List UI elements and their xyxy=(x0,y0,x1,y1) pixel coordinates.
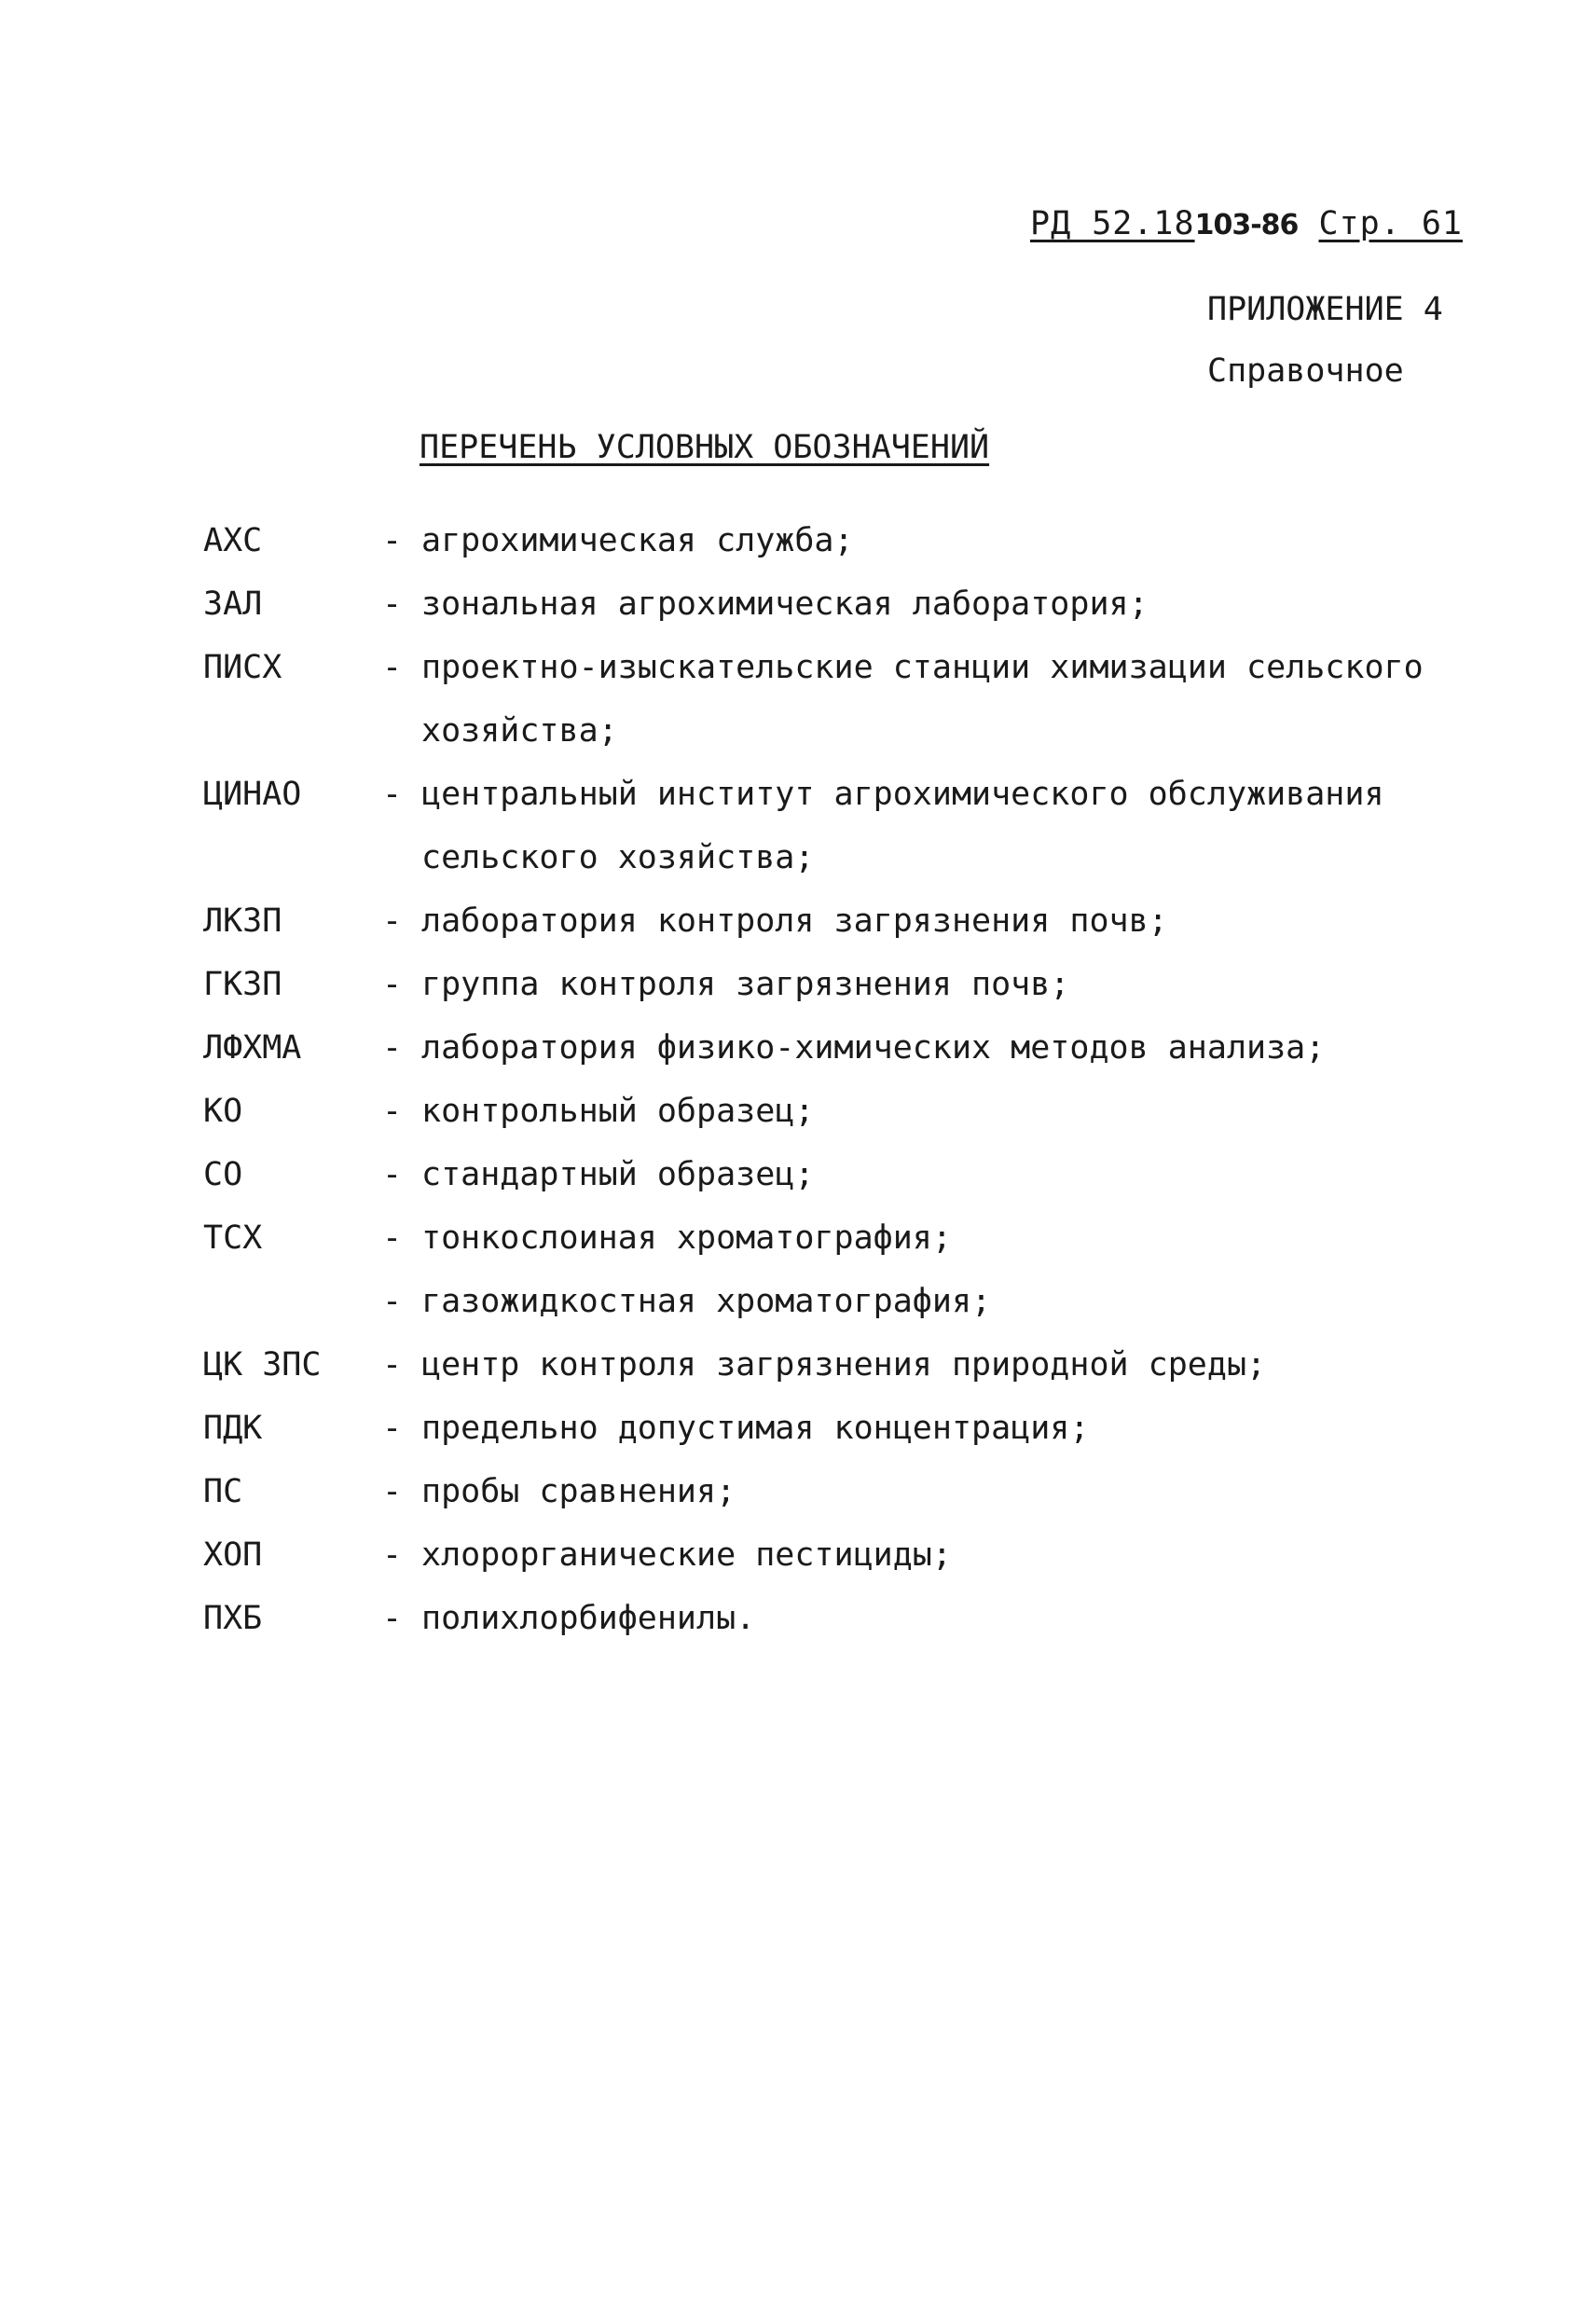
abbreviation: ЛФХМА xyxy=(203,1029,302,1067)
document-code-handwritten: 103-86 xyxy=(1194,209,1299,241)
abbreviation: ПИСХ xyxy=(203,649,282,686)
page-title: ПЕРЕЧЕНЬ УСЛОВНЫХ ОБОЗНАЧЕНИЙ xyxy=(420,429,990,466)
dash-separator: - xyxy=(382,522,403,559)
abbreviation: ПДК xyxy=(203,1410,263,1447)
abbreviation-definition: контрольный образец; xyxy=(421,1093,815,1130)
abbreviation: ЗАЛ xyxy=(203,585,263,623)
dash-separator: - xyxy=(382,1219,403,1257)
document-reference xyxy=(1030,205,1463,242)
document-code: РД 52.18 xyxy=(1030,205,1195,242)
list-item xyxy=(203,1600,1508,1663)
list-item xyxy=(203,585,1508,649)
dash-separator: - xyxy=(382,776,403,813)
abbreviation-definition: сельского хозяйства; xyxy=(421,839,815,876)
list-item xyxy=(203,649,1508,712)
list-item xyxy=(203,1536,1508,1600)
abbreviation-definition: зональная агрохимическая лаборатория; xyxy=(421,585,1149,623)
abbreviation-definition: группа контроля загрязнения почв; xyxy=(421,966,1070,1003)
list-item xyxy=(203,522,1508,585)
abbreviation: ТСХ xyxy=(203,1219,263,1257)
abbreviation: СО xyxy=(203,1156,243,1193)
list-item-continuation xyxy=(203,839,1508,902)
dash-separator: - xyxy=(382,1536,403,1574)
abbreviation: ПС xyxy=(203,1473,243,1510)
abbreviation-definition: проектно-изыскательские станции химизации сельского xyxy=(421,649,1424,686)
abbreviation-definition: центр контроля загрязнения природной среды; xyxy=(421,1346,1267,1384)
abbreviation-definition: хозяйства; xyxy=(421,712,618,750)
abbreviation-definition: пробы сравнения; xyxy=(421,1473,736,1510)
list-item xyxy=(203,1156,1508,1219)
abbreviation-definition: тонкослоиная хроматография; xyxy=(421,1219,952,1257)
list-item xyxy=(203,902,1508,966)
dash-separator: - xyxy=(382,1346,403,1384)
list-item xyxy=(203,1219,1508,1283)
abbreviation: ХОП xyxy=(203,1536,263,1574)
abbreviation: КО xyxy=(203,1093,243,1130)
abbreviation-definition: центральный институт агрохимического обслуживания xyxy=(421,776,1384,813)
abbreviation-definition: хлорорганические пестициды; xyxy=(421,1536,952,1574)
dash-separator: - xyxy=(382,1093,403,1130)
list-item xyxy=(203,776,1508,839)
list-item xyxy=(203,1029,1508,1093)
appendix-type: Справочное xyxy=(1207,352,1404,390)
dash-separator: - xyxy=(382,585,403,623)
dash-separator: - xyxy=(382,902,403,940)
dash-separator: - xyxy=(382,1156,403,1193)
list-item-continuation xyxy=(203,712,1508,776)
page-number: Стр. 61 xyxy=(1318,205,1463,242)
abbreviation-definition: предельно допустимая концентрация; xyxy=(421,1410,1090,1447)
list-item xyxy=(203,1346,1508,1410)
dash-separator: - xyxy=(382,1029,403,1067)
appendix-label: ПРИЛОЖЕНИЕ 4 xyxy=(1207,291,1443,328)
dash-separator: - xyxy=(382,649,403,686)
dash-separator: - xyxy=(382,1283,403,1320)
abbreviation-definition: лаборатория контроля загрязнения почв; xyxy=(421,902,1168,940)
abbreviation-list xyxy=(203,522,1508,1663)
abbreviation-definition: газожидкостная хроматография; xyxy=(421,1283,992,1320)
abbreviation: ЦК ЗПС xyxy=(203,1346,322,1384)
list-item xyxy=(203,1410,1508,1473)
abbreviation: ЦИНАО xyxy=(203,776,302,813)
abbreviation: ЛКЗП xyxy=(203,902,282,940)
abbreviation-definition: лаборатория физико-химических методов анализа; xyxy=(421,1029,1326,1067)
abbreviation-definition: стандартный образец; xyxy=(421,1156,815,1193)
abbreviation: ГКЗП xyxy=(203,966,282,1003)
list-item xyxy=(203,966,1508,1029)
dash-separator: - xyxy=(382,1410,403,1447)
dash-separator: - xyxy=(382,1473,403,1510)
abbreviation-definition: агрохимическая служба; xyxy=(421,522,854,559)
abbreviation: ПХБ xyxy=(203,1600,263,1637)
dash-separator: - xyxy=(382,966,403,1003)
dash-separator: - xyxy=(382,1600,403,1637)
abbreviation-definition: полихлорбифенилы. xyxy=(421,1600,756,1637)
list-item xyxy=(203,1093,1508,1156)
list-item xyxy=(203,1283,1508,1346)
list-item xyxy=(203,1473,1508,1536)
abbreviation: АХС xyxy=(203,522,263,559)
